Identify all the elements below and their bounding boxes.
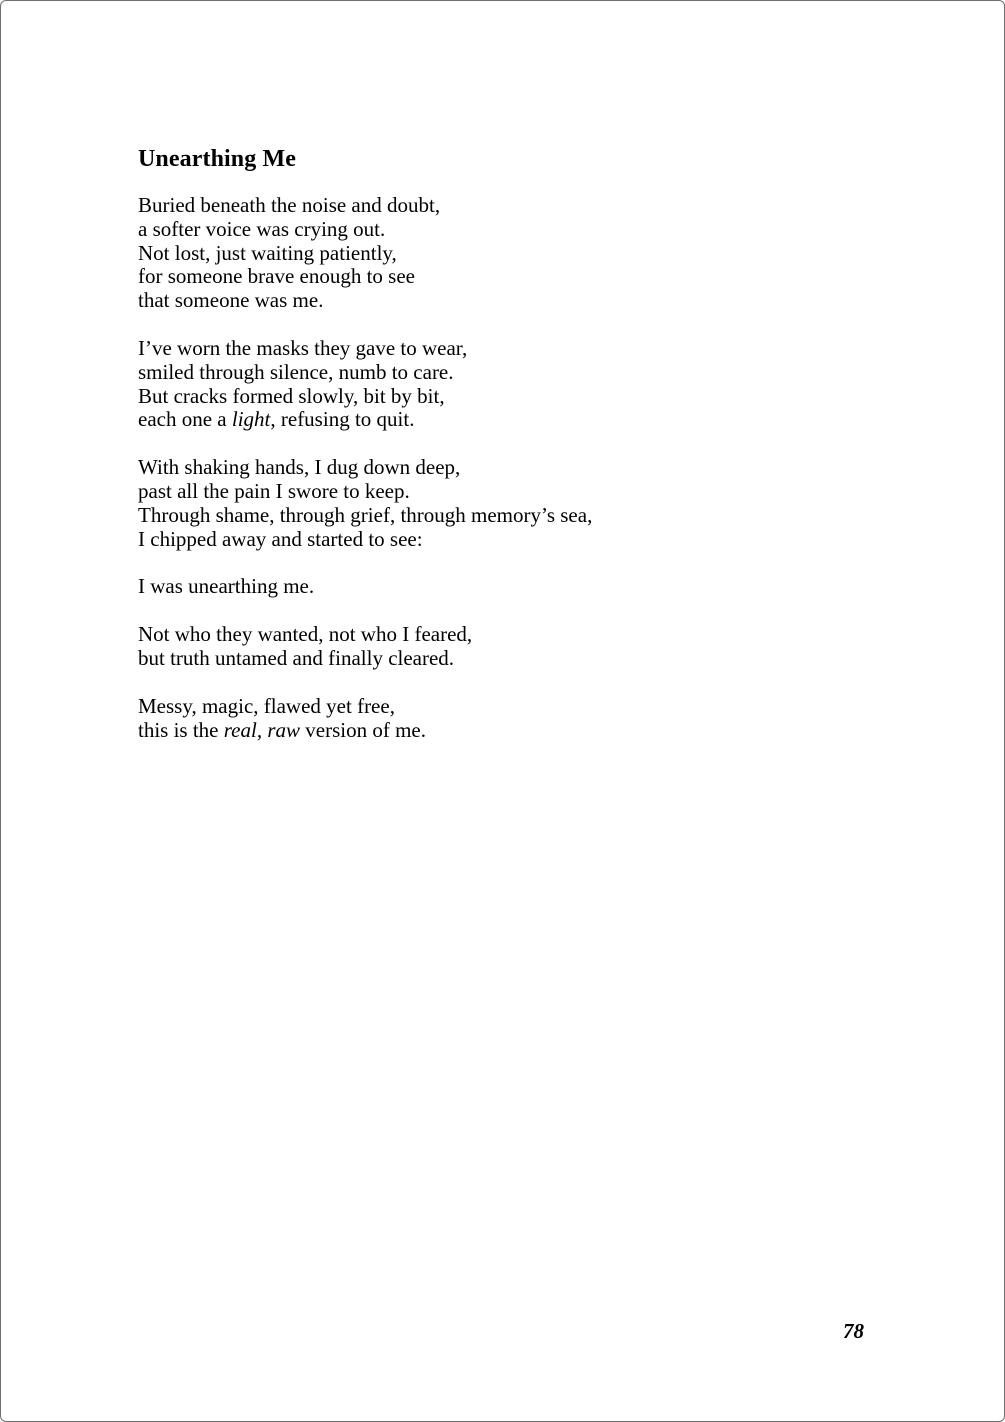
poem-line bbox=[138, 361, 758, 385]
stanza bbox=[138, 695, 758, 743]
line-text: I’ve worn the masks they gave to wear, bbox=[138, 335, 468, 360]
poem-line bbox=[138, 408, 758, 432]
poem-line bbox=[138, 504, 758, 528]
emphasized-text: real, raw bbox=[223, 717, 300, 742]
stanza bbox=[138, 575, 758, 599]
line-text: Messy, magic, flawed yet free, bbox=[138, 693, 395, 718]
line-text: each one a bbox=[138, 407, 232, 432]
line-text: that someone was me. bbox=[138, 288, 324, 313]
line-text: but truth untamed and finally cleared. bbox=[138, 645, 455, 670]
stanza bbox=[138, 337, 758, 432]
poem-body bbox=[138, 194, 758, 742]
poem-title: Unearthing Me bbox=[138, 146, 296, 172]
stanza bbox=[138, 456, 758, 551]
poem-line bbox=[138, 194, 758, 218]
line-text: But cracks formed slowly, bit by bit, bbox=[138, 383, 445, 408]
line-text: for someone brave enough to see bbox=[138, 264, 415, 289]
line-text: I was unearthing me. bbox=[138, 574, 315, 599]
stanza bbox=[138, 623, 758, 671]
poem-line bbox=[138, 385, 758, 409]
poem-line bbox=[138, 456, 758, 480]
line-text: I chipped away and started to see: bbox=[138, 526, 423, 551]
poem-line bbox=[138, 623, 758, 647]
poem-line bbox=[138, 218, 758, 242]
poem-line bbox=[138, 480, 758, 504]
emphasized-text: light bbox=[231, 407, 271, 432]
line-text: this is the bbox=[138, 717, 224, 742]
poem-line bbox=[138, 242, 758, 266]
poem-line bbox=[138, 337, 758, 361]
poem-line bbox=[138, 719, 758, 743]
line-text: , refusing to quit. bbox=[270, 407, 415, 432]
poem-line bbox=[138, 647, 758, 671]
poem bbox=[138, 143, 758, 766]
poem-line bbox=[138, 528, 758, 552]
poem-line bbox=[138, 575, 758, 599]
line-text: Not who they wanted, not who I feared, bbox=[138, 622, 473, 647]
line-text: With shaking hands, I dug down deep, bbox=[138, 455, 461, 480]
line-text: Not lost, just waiting patiently, bbox=[138, 240, 397, 265]
line-text: Buried beneath the noise and doubt, bbox=[138, 193, 441, 217]
line-text: past all the pain I swore to keep. bbox=[138, 478, 410, 503]
poem-line bbox=[138, 265, 758, 289]
line-text: version of me. bbox=[300, 717, 426, 742]
page-number: 78 bbox=[843, 1319, 864, 1343]
stanza bbox=[138, 194, 758, 313]
line-text: a softer voice was crying out. bbox=[138, 216, 386, 241]
line-text: Through shame, through grief, through memory’s sea, bbox=[138, 502, 593, 527]
poem-line bbox=[138, 289, 758, 313]
poem-line bbox=[138, 695, 758, 719]
line-text: smiled through silence, numb to care. bbox=[138, 359, 454, 384]
